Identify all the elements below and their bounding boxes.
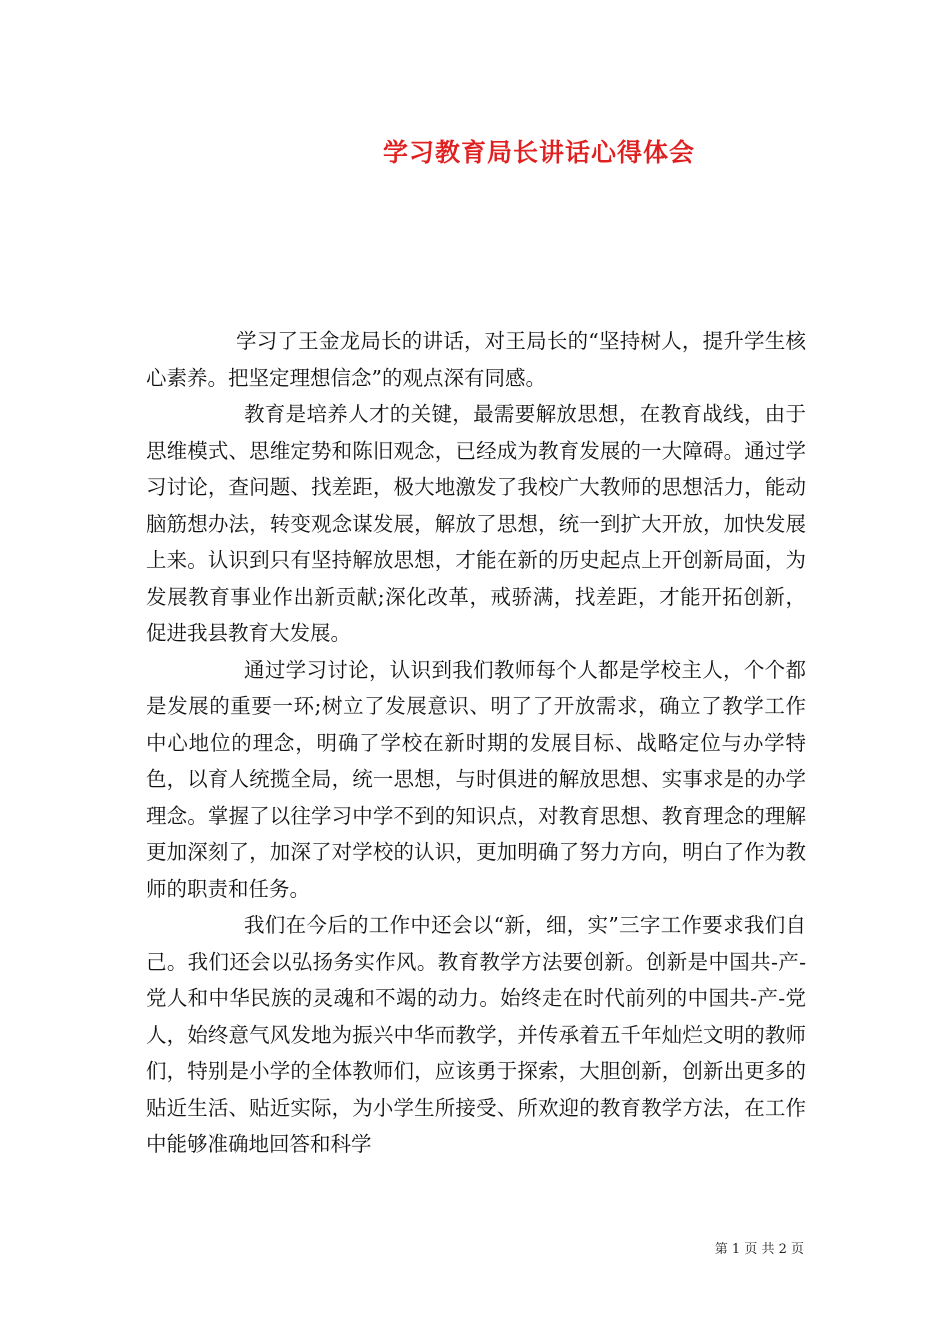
paragraph-3: 通过学习讨论，认识到我们教师每个人都是学校主人，个个都是发展的重要一环;树立了发展意识、明了了开放需求，确立了教学工作中心地位的理念，明确了学校在新时期的发展目标、战略定位与办学特色，以育人统揽全局，统一思想，与时俱进的解放思想、实事求是的办学理念。掌握了以往学习中学不到的知识点，对教育思想、教育理念的理解更加深刻了，加深了对学校的认识，更加明确了努力方向，明白了作为教师的职责和任务。 — [146, 657, 806, 901]
document-title: 学习教育局长讲话心得体会 — [382, 138, 695, 167]
document-body — [146, 323, 806, 1163]
page-number-footer: 第 1 页 共 2 页 — [714, 1242, 804, 1257]
paragraph-1: 学习了王金龙局长的讲话，对王局长的“坚持树人，提升学生核心素养。把坚定理想信念”的观点深有同感。 — [146, 329, 806, 390]
paragraph-2: 教育是培养人才的关键，最需要解放思想，在教育战线，由于思维模式、思维定势和陈旧观念，已经成为教育发展的一大障碍。通过学习讨论，查问题、找差距，极大地激发了我校广大教师的思想活力，能动脑筋想办法，转变观念谋发展，解放了思想，统一到扩大开放，加快发展上来。认识到只有坚持解放思想，才能在新的历史起点上开创新局面，为发展教育事业作出新贡献;深化改革，戒骄满，找差距，才能开拓创新，促进我县教育大发展。 — [146, 402, 806, 645]
paragraph-4: 我们在今后的工作中还会以“新，细，实”三字工作要求我们自己。我们还会以弘扬务实作风。教育教学方法要创新。创新是中国共-产-党人和中华民族的灵魂和不竭的动力。始终走在时代前列的中国共-产-党人，始终意气风发地为振兴中华而教学，并传承着五千年灿烂文明的教师们，特别是小学的全体教师们，应该勇于探索，大胆创新，创新出更多的贴近生活、贴近实际，为小学生所接受、所欢迎的教育教学方法，在工作中能够准确地回答和科学 — [146, 913, 806, 1156]
